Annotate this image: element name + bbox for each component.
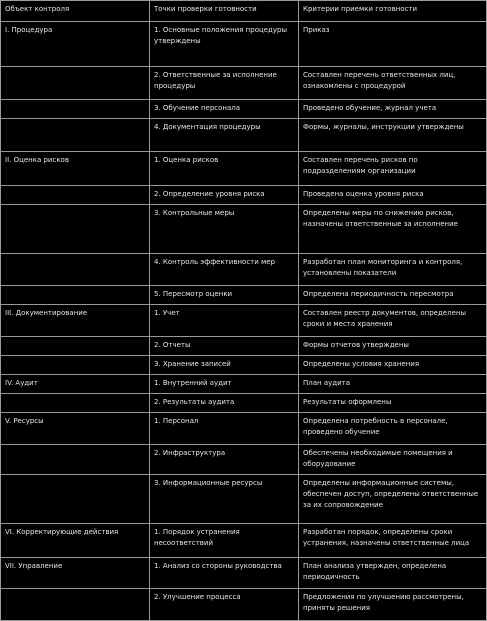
criterion-cell: Разработан план мониторинга и контроля, установлены показатели [299, 254, 487, 286]
table-row [1, 337, 487, 356]
table-row [1, 254, 487, 286]
table-row [1, 67, 487, 100]
check-point-cell: 3. Информационные ресурсы [150, 475, 299, 524]
column-header-check-point: Точки проверки готовности [150, 1, 299, 22]
check-point-cell: 1. Внутренний аудит [150, 375, 299, 394]
criterion-cell: План аудита [299, 375, 487, 394]
section-cell [1, 589, 150, 621]
section-cell [1, 119, 150, 152]
table-row [1, 589, 487, 621]
table-row [1, 305, 487, 337]
section-cell: VII. Управление [1, 558, 150, 589]
check-point-cell: 1. Порядок устранения несоответствий [150, 524, 299, 558]
criterion-cell: Приказ [299, 22, 487, 67]
table-row [1, 375, 487, 394]
criterion-cell: Результаты оформлены [299, 394, 487, 413]
table-row [1, 413, 487, 445]
table-row [1, 394, 487, 413]
section-cell [1, 445, 150, 475]
check-point-cell: 2. Определение уровня риска [150, 186, 299, 205]
table-row [1, 22, 487, 67]
criterion-cell: Определена периодичность пересмотра [299, 286, 487, 305]
check-point-cell: 2. Улучшение процесса [150, 589, 299, 621]
check-point-cell: 4. Контроль эффективности мер [150, 254, 299, 286]
check-point-cell: 3. Обучение персонала [150, 100, 299, 119]
section-cell: V. Ресурсы [1, 413, 150, 445]
section-cell [1, 356, 150, 375]
table-row [1, 445, 487, 475]
section-cell [1, 475, 150, 524]
check-point-cell: 1. Оценка рисков [150, 152, 299, 186]
table-row [1, 524, 487, 558]
section-cell [1, 286, 150, 305]
section-cell [1, 254, 150, 286]
table-row [1, 100, 487, 119]
section-cell [1, 337, 150, 356]
section-cell [1, 394, 150, 413]
check-point-cell: 1. Персонал [150, 413, 299, 445]
criterion-cell: Предложения по улучшению рассмотрены, приняты решения [299, 589, 487, 621]
table-row [1, 286, 487, 305]
section-cell [1, 205, 150, 254]
criterion-cell: Определены меры по снижению рисков, назначены ответственные за исполнение [299, 205, 487, 254]
section-cell: II. Оценка рисков [1, 152, 150, 186]
section-cell [1, 67, 150, 100]
criterion-cell: Определены условия хранения [299, 356, 487, 375]
table-row [1, 205, 487, 254]
table-row [1, 186, 487, 205]
section-cell: IV. Аудит [1, 375, 150, 394]
criterion-cell: Составлен реестр документов, определены сроки и места хранения [299, 305, 487, 337]
check-point-cell: 5. Пересмотр оценки [150, 286, 299, 305]
check-point-cell: 2. Отчеты [150, 337, 299, 356]
check-point-cell: 3. Контрольные меры [150, 205, 299, 254]
criterion-cell: Обеспечены необходимые помещения и оборудование [299, 445, 487, 475]
check-point-cell: 1. Анализ со стороны руководства [150, 558, 299, 589]
criterion-cell: Составлен перечень ответственных лиц, ознакомлены с процедурой [299, 67, 487, 100]
table-row [1, 356, 487, 375]
column-header-object: Объект контроля [1, 1, 150, 22]
table-row [1, 119, 487, 152]
section-cell: III. Документирование [1, 305, 150, 337]
section-cell [1, 186, 150, 205]
column-header-criteria: Критерии приемки готовности [299, 1, 487, 22]
table-row [1, 152, 487, 186]
table-header-row [1, 1, 487, 22]
criterion-cell: Определены информационные системы, обеспечен доступ, определены ответственные за их сопровождение [299, 475, 487, 524]
section-cell: VI. Корректирующие действия [1, 524, 150, 558]
check-point-cell: 2. Инфраструктура [150, 445, 299, 475]
check-point-cell: 1. Основные положения процедуры утверждены [150, 22, 299, 67]
check-point-cell: 3. Хранение записей [150, 356, 299, 375]
criterion-cell: Формы отчетов утверждены [299, 337, 487, 356]
criterion-cell: План анализа утвержден, определена периодичность [299, 558, 487, 589]
criterion-cell: Формы, журналы, инструкции утверждены [299, 119, 487, 152]
criterion-cell: Проведена оценка уровня риска [299, 186, 487, 205]
table-row [1, 475, 487, 524]
criterion-cell: Проведено обучение, журнал учета [299, 100, 487, 119]
check-point-cell: 4. Документация процедуры [150, 119, 299, 152]
table-row [1, 558, 487, 589]
section-cell [1, 100, 150, 119]
section-cell: I. Процедура [1, 22, 150, 67]
criterion-cell: Определена потребность в персонале, проведено обучение [299, 413, 487, 445]
criterion-cell: Разработан порядок, определены сроки устранения, назначены ответственные лица [299, 524, 487, 558]
check-point-cell: 1. Учет [150, 305, 299, 337]
check-point-cell: 2. Результаты аудита [150, 394, 299, 413]
criterion-cell: Составлен перечень рисков по подразделениям организации [299, 152, 487, 186]
check-point-cell: 2. Ответственные за исполнение процедуры [150, 67, 299, 100]
